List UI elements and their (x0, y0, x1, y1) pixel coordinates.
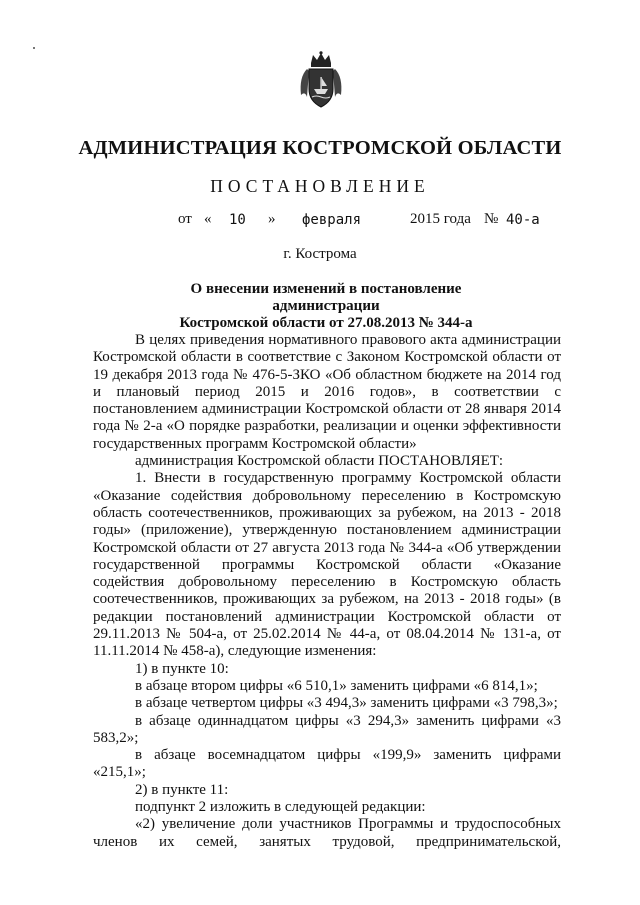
date-year: 2015 года (410, 211, 471, 227)
document-type-title: ПОСТАНОВЛЕНИЕ (210, 176, 430, 196)
organization-title: АДМИНИСТРАЦИЯ КОСТРОМСКОЙ ОБЛАСТИ (78, 137, 562, 159)
document-number: 40-а (506, 212, 540, 228)
document-subject (140, 281, 512, 332)
date-open-quote: « (204, 211, 212, 227)
date-line (0, 211, 640, 233)
body-paragraph: 2) в пункте 11: (135, 781, 229, 798)
coat-of-arms-emblem (297, 51, 345, 111)
date-from-prefix: от (178, 211, 192, 227)
body-paragraph: администрация Костромской области ПОСТАНОВЛЯЕТ: (135, 453, 504, 470)
body-paragraph: 1. Внести в государственную программу Костромской области «Оказание содействия добровольному переселению в Костромскую область соотечественников, проживающих за рубежом, на 2013 - 2018 годы» (приложение), утвержденную постановлением администрации Костромской области от 27 августа 2013 года № 344-а «Об утверждении государственной программы Костромской области «Оказание содействия добровольному переселению в Костромскую область соотечественников, проживающих за рубежом, на 2013 - 2018 годы» (в редакции постановлений администрации Костромской области от 29.11.2013 № 504-а, от 25.02.2014 № 44-а, от 08.04.2014 № 131-а, от 11.11.2014 № 458-а), следующие изменения: (93, 470, 561, 660)
body-paragraph: в абзаце втором цифры «6 510,1» заменить цифрами «6 814,1»; (135, 677, 538, 694)
subject-line: О внесении изменений в постановление администрации (190, 281, 462, 314)
body-paragraph: в абзаце четвертом цифры «3 494,3» заменить цифрами «3 798,3»; (135, 695, 558, 712)
body-paragraph: «2) увеличение доли участников Программы и трудоспособных членов их семей, занятых трудовой, предпринимательской, (93, 816, 561, 850)
city-line: г. Кострома (283, 246, 357, 262)
document-body (93, 332, 561, 851)
date-month: февраля (302, 212, 362, 228)
body-paragraph: 1) в пункте 10: (135, 660, 229, 677)
body-paragraph: в абзаце одиннадцатом цифры «3 294,3» заменить цифрами «3 583,2»; (93, 712, 561, 746)
date-number-sign: № (484, 211, 499, 227)
scan-speck (33, 47, 35, 49)
body-paragraph: в абзаце восемнадцатом цифры «199,9» заменить цифрами «215,1»; (93, 747, 561, 781)
body-paragraph: В целях приведения нормативного правового акта администрации Костромской области в соответствие с Законом Костромской области от 19 декабря 2013 года № 476-5-ЗКО «Об областном бюджете на 2014 год и плановый период 2015 и 2016 годов», в соответствии с постановлением администрации Костромской области от 28 января 2014 года № 2-а «О порядке разработки, реализации и оценки эффективности государственных программ Костромской области» (93, 332, 561, 452)
date-day: 10 (229, 212, 246, 228)
date-close-quote: » (268, 211, 276, 227)
subject-line: Костромской области от 27.08.2013 № 344-а (179, 315, 473, 331)
body-paragraph: подпункт 2 изложить в следующей редакции: (135, 799, 426, 816)
